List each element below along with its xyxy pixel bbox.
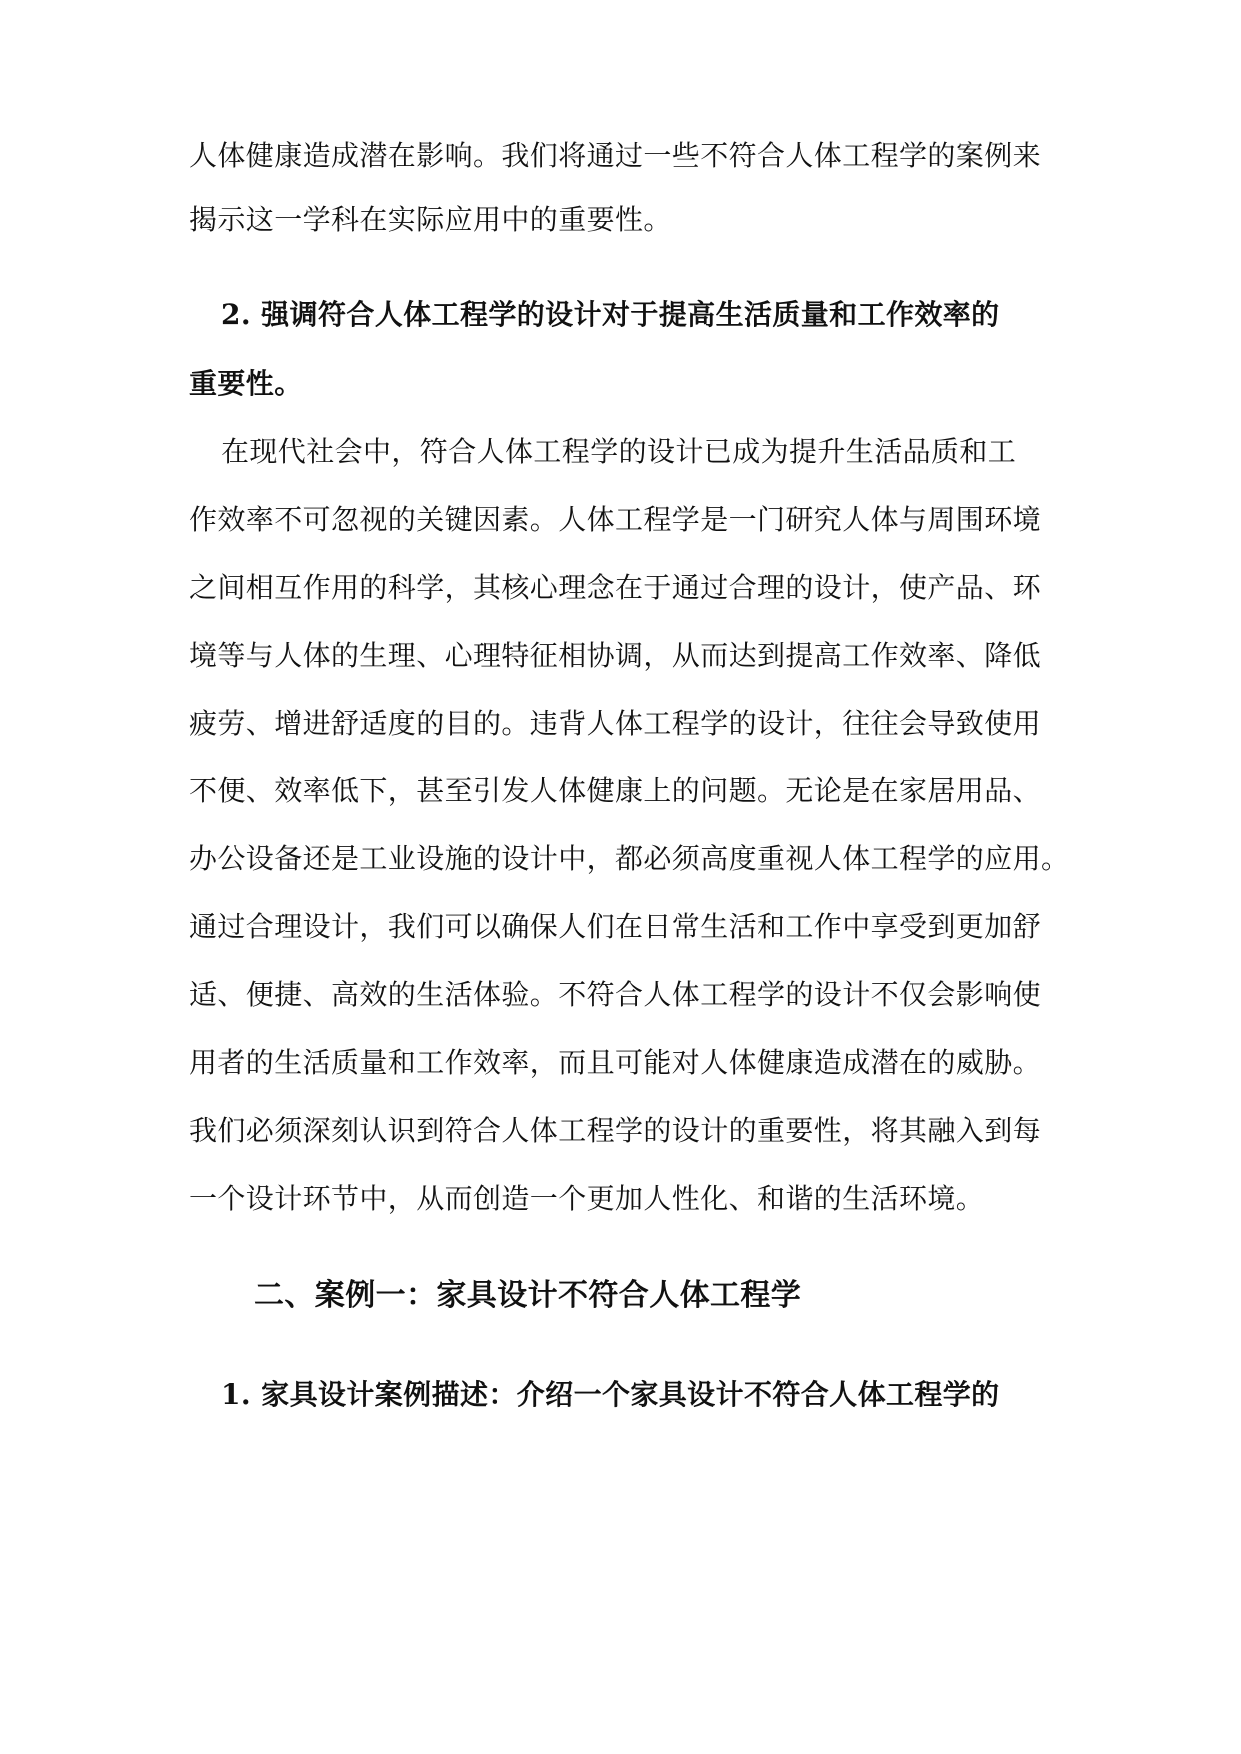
paragraph-line: 之间相互作用的科学，其核心理念在于通过合理的设计，使产品、环 — [189, 571, 1042, 604]
paragraph-line: 在现代社会中，符合人体工程学的设计已成为提升生活品质和工 — [221, 435, 1017, 468]
paragraph-line: 通过合理设计，我们可以确保人们在日常生活和工作中享受到更加舒 — [189, 910, 1042, 943]
subheading-line: 重要性。 — [189, 367, 303, 400]
paragraph-line: 我们必须深刻认识到符合人体工程学的设计的重要性，将其融入到每 — [189, 1114, 1042, 1147]
paragraph-line: 不便、效率低下，甚至引发人体健康上的问题。无论是在家居用品、 — [189, 774, 1042, 807]
paragraph-line: 适、便捷、高效的生活体验。不符合人体工程学的设计不仅会影响使 — [189, 978, 1042, 1011]
section-heading: 二、案例一：家具设计不符合人体工程学 — [254, 1278, 802, 1313]
subheading-line: 2. 强调符合人体工程学的设计对于提高生活质量和工作效率的 — [221, 298, 1000, 331]
subheading-line: 1. 家具设计案例描述：介绍一个家具设计不符合人体工程学的 — [221, 1378, 1000, 1411]
paragraph-line: 境等与人体的生理、心理特征相协调，从而达到提高工作效率、降低 — [189, 639, 1042, 672]
paragraph-line: 作效率不可忽视的关键因素。人体工程学是一门研究人体与周围环境 — [189, 503, 1042, 536]
paragraph-line: 疲劳、增进舒适度的目的。违背人体工程学的设计，往往会导致使用 — [189, 707, 1042, 740]
paragraph-line: 一个设计环节中，从而创造一个更加人性化、和谐的生活环境。 — [189, 1182, 985, 1215]
paragraph-line: 人体健康造成潜在影响。我们将通过一些不符合人体工程学的案例来 — [189, 139, 1042, 172]
paragraph-line: 揭示这一学科在实际应用中的重要性。 — [189, 203, 672, 236]
paragraph-line: 办公设备还是工业设施的设计中，都必须高度重视人体工程学的应用。 — [189, 842, 1070, 875]
paragraph-line: 用者的生活质量和工作效率，而且可能对人体健康造成潜在的威胁。 — [189, 1046, 1042, 1079]
